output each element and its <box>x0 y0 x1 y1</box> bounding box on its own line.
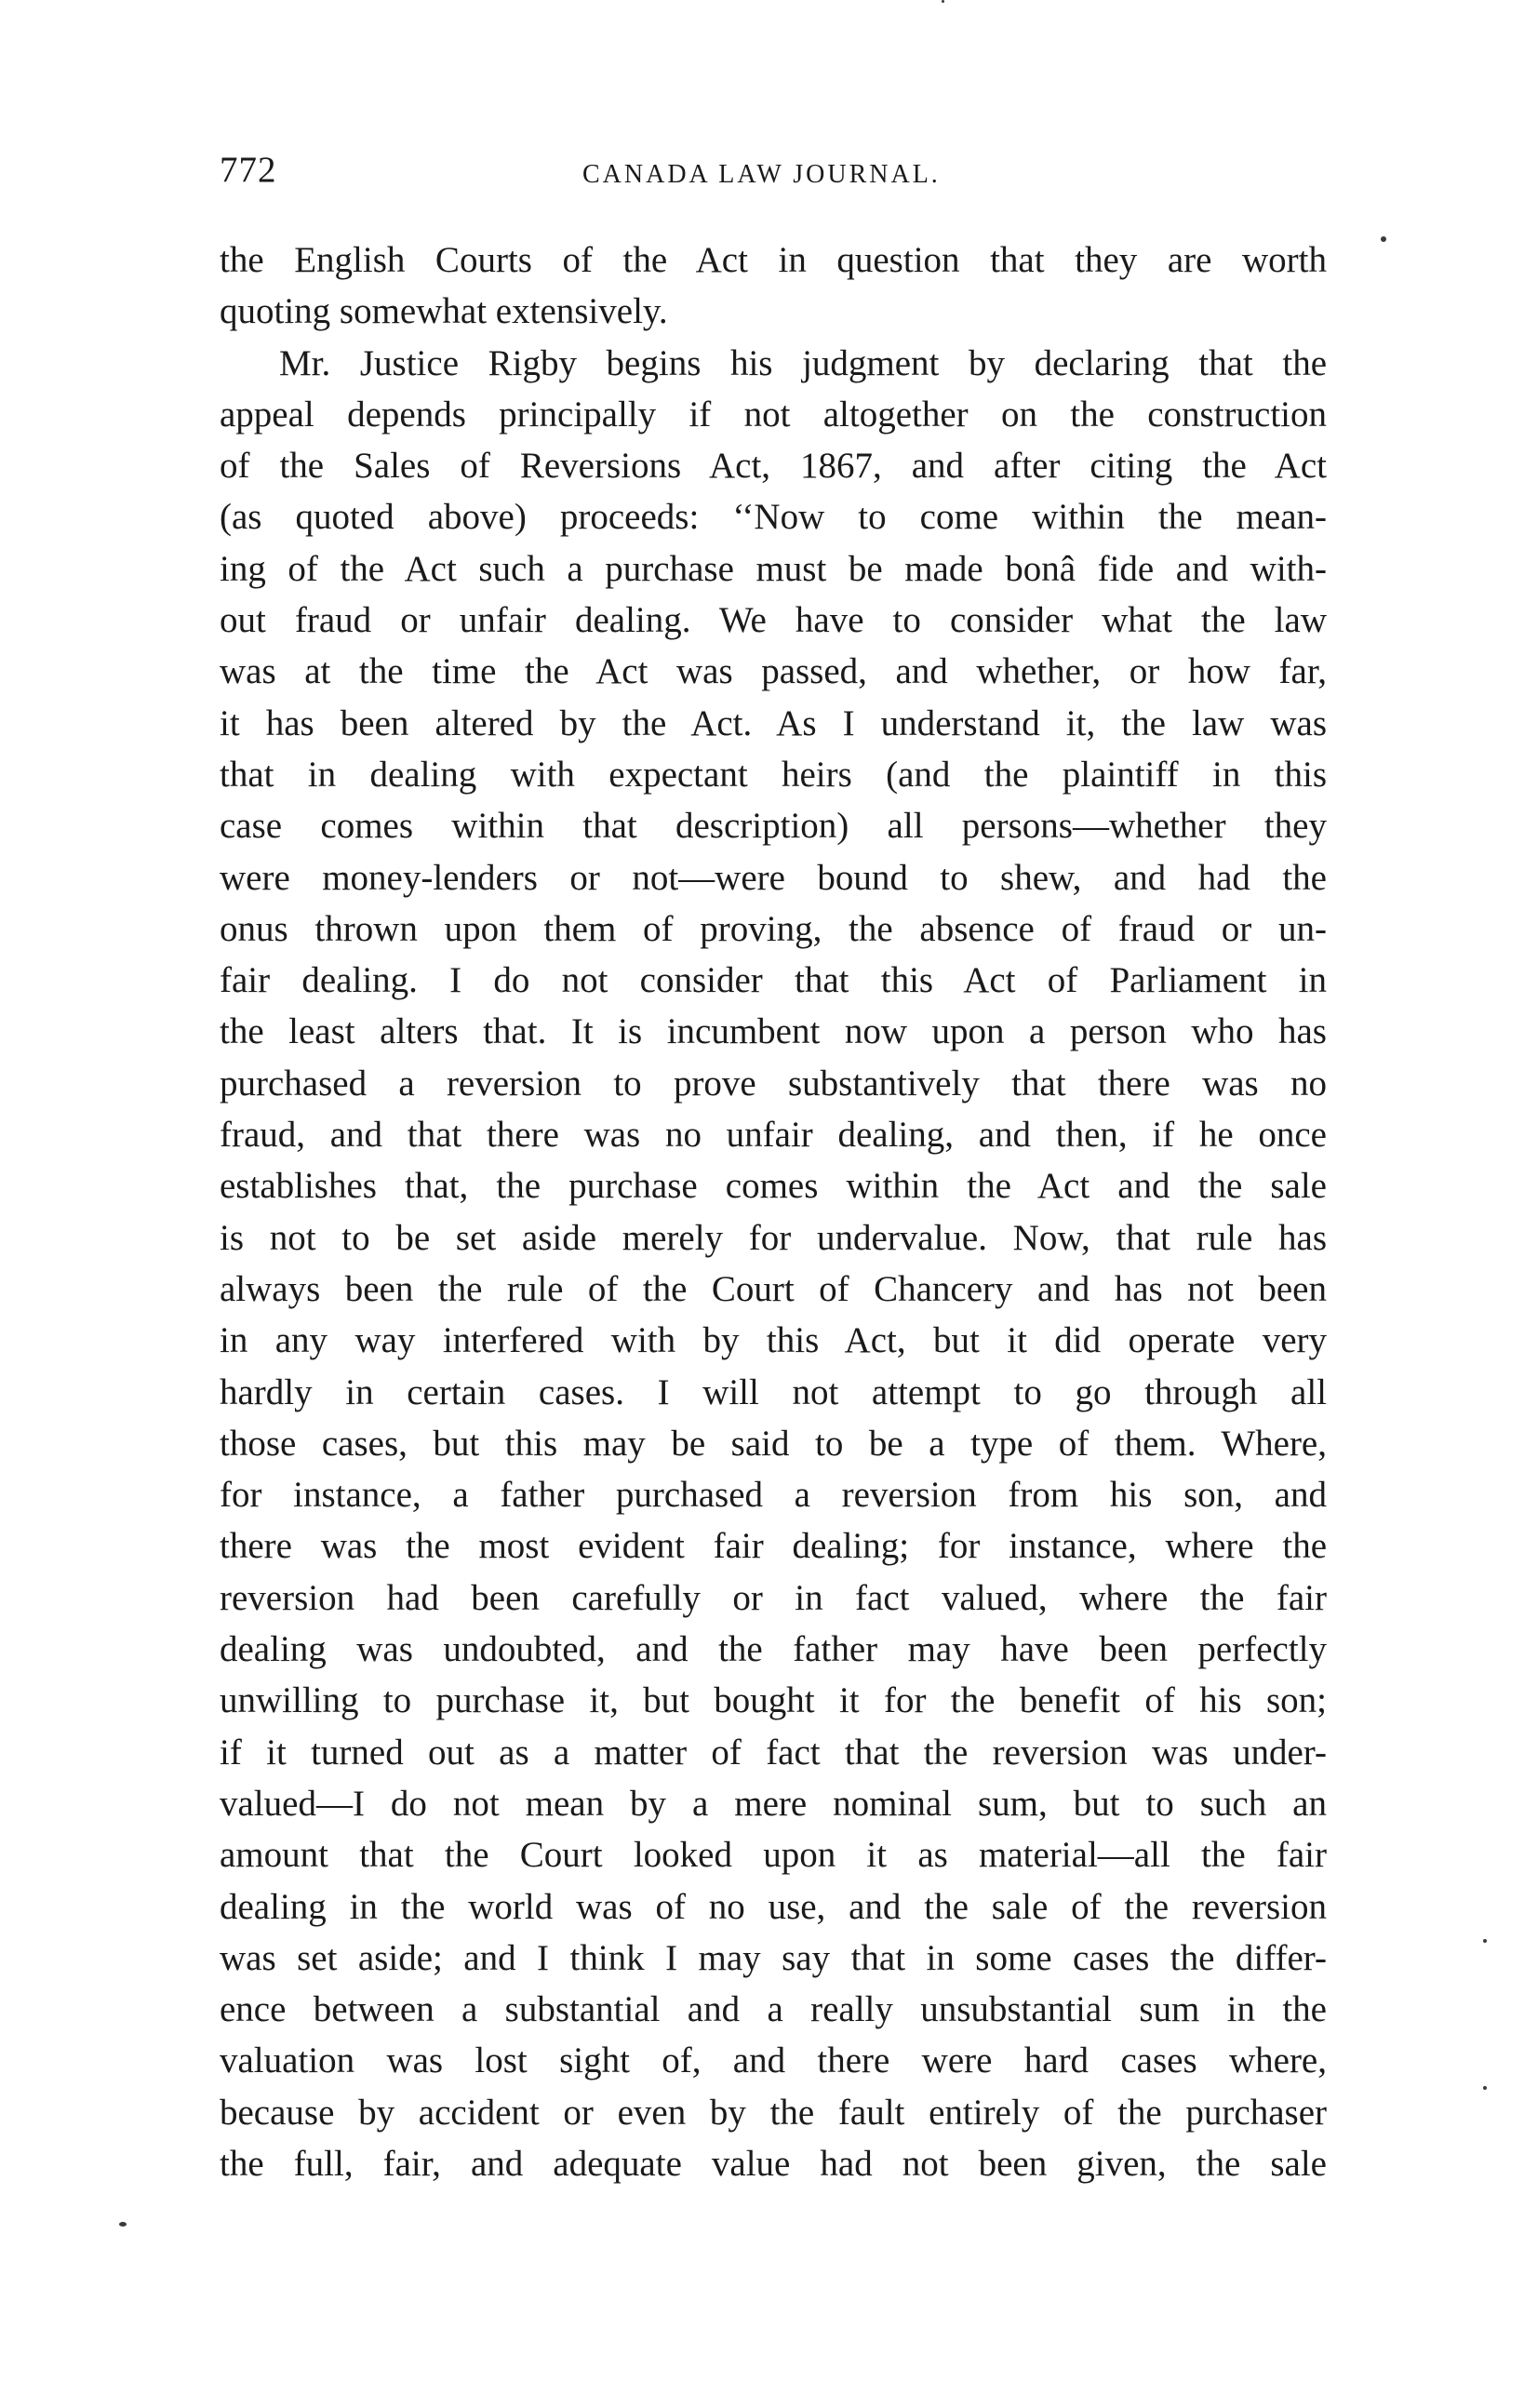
text-line: the English Courts of the Act in question that they are worth <box>220 240 1327 280</box>
text-line: because by accident or even by the fault entirely of the purchaser <box>220 2092 1327 2133</box>
scan-speck <box>1483 1939 1487 1943</box>
text-line: if it turned out as a matter of fact that the reversion was under- <box>220 1732 1327 1773</box>
text-line: was set aside; and I think I may say that in some cases the differ- <box>220 1937 1327 1978</box>
text-line: out fraud or unfair dealing. We have to consider what the law <box>220 600 1327 641</box>
text-line: ence between a substantial and a really unsubstantial sum in the <box>220 1989 1327 2030</box>
text-line: Mr. Justice Rigby begins his judgment by declaring that the <box>279 342 1327 383</box>
text-line: valued—I do not mean by a mere nominal sum, but to such an <box>220 1783 1327 1824</box>
text-line: those cases, but this may be said to be a type of them. Where, <box>220 1423 1327 1464</box>
text-line: amount that the Court looked upon it as material—all the fair <box>220 1835 1327 1876</box>
scan-speck <box>1483 2086 1487 2090</box>
scan-speck <box>942 0 944 3</box>
text-line: that in dealing with expectant heirs (and the plaintiff in this <box>220 754 1327 795</box>
text-line: fair dealing. I do not consider that this Act of Parliament in <box>220 960 1327 1001</box>
journal-title: CANADA LAW JOURNAL. <box>582 160 941 189</box>
text-line: there was the most evident fair dealing; for instance, where the <box>220 1526 1327 1567</box>
text-line: was at the time the Act was passed, and whether, or how far, <box>220 651 1327 692</box>
text-line: quoting somewhat extensively. <box>220 291 668 332</box>
text-line: it has been altered by the Act. As I understand it, the law was <box>220 702 1327 743</box>
text-line: of the Sales of Reversions Act, 1867, and after citing the Act <box>220 446 1327 487</box>
text-line: appeal depends principally if not altogether on the construction <box>220 394 1327 435</box>
text-line: hardly in certain cases. I will not attempt to go through all <box>220 1371 1327 1412</box>
text-line: valuation was lost sight of, and there were hard cases where, <box>220 2040 1327 2081</box>
text-line: the full, fair, and adequate value had not been given, the sale <box>220 2143 1327 2184</box>
page-number: 772 <box>220 150 277 190</box>
scan-speck <box>119 2222 127 2227</box>
text-line: the least alters that. It is incumbent now upon a person who has <box>220 1011 1327 1052</box>
text-line: establishes that, the purchase comes within the Act and the sale <box>220 1166 1327 1207</box>
text-line: (as quoted above) proceeds: ‘‘Now to come within the mean- <box>220 497 1327 538</box>
text-line: purchased a reversion to prove substantively that there was no <box>220 1063 1327 1104</box>
text-line: dealing was undoubted, and the father may have been perfectly <box>220 1629 1327 1670</box>
text-line: ing of the Act such a purchase must be made bonâ fide and with- <box>220 548 1327 589</box>
scan-speck <box>1381 236 1386 242</box>
body-text <box>220 234 1327 2189</box>
running-head <box>220 147 1327 194</box>
text-line: dealing in the world was of no use, and the sale of the reversion <box>220 1886 1327 1927</box>
text-line: is not to be set aside merely for undervalue. Now, that rule has <box>220 1217 1327 1258</box>
text-line: were money-lenders or not—were bound to shew, and had the <box>220 857 1327 898</box>
text-line: unwilling to purchase it, but bought it for the benefit of his son; <box>220 1680 1327 1721</box>
text-line: reversion had been carefully or in fact valued, where the fair <box>220 1577 1327 1618</box>
text-line: case comes within that description) all persons—whether they <box>220 806 1327 847</box>
text-line: always been the rule of the Court of Chancery and has not been <box>220 1268 1327 1309</box>
text-line: fraud, and that there was no unfair dealing, and then, if he once <box>220 1115 1327 1156</box>
text-line: in any way interfered with by this Act, but it did operate very <box>220 1320 1327 1361</box>
text-line: for instance, a father purchased a reversion from his son, and <box>220 1475 1327 1516</box>
text-line: onus thrown upon them of proving, the absence of fraud or un- <box>220 908 1327 949</box>
